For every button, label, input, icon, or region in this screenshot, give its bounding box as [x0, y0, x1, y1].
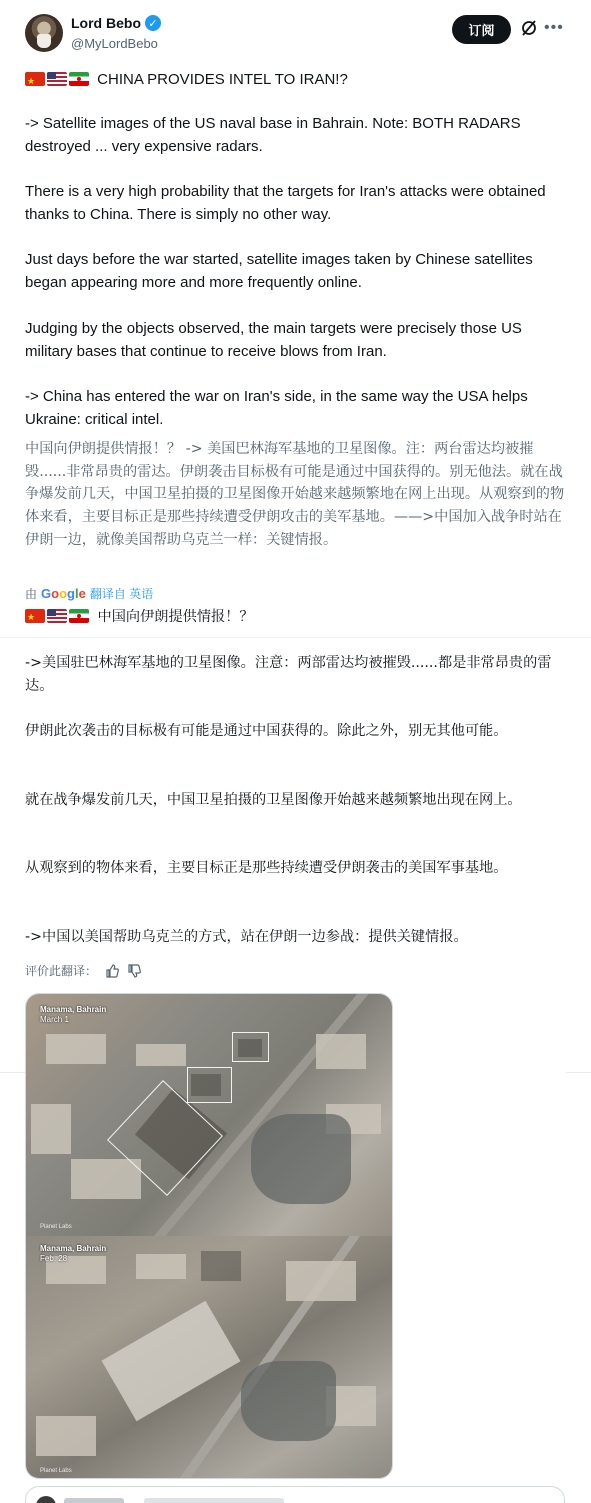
translated-paragraph: 从观察到的物体来看，主要目标正是那些持续遭受伊朗袭击的美国军事基地。 [25, 860, 508, 876]
radar-highlight-box [187, 1067, 232, 1103]
caption-place: Manama, Bahrain [40, 1005, 107, 1014]
translated-headline-text: 中国向伊朗提供情报！？ [97, 609, 254, 625]
column-divider [0, 1072, 25, 1073]
google-letter: o [51, 586, 60, 601]
post-headline [25, 68, 565, 91]
flag-icons [25, 72, 89, 86]
post-paragraph: Judging by the objects observed, the main targets were precisely those US military bases that continue to receive blows from Iran. [25, 320, 522, 360]
quoted-post-meta [144, 1498, 284, 1503]
translated-paragraph: ->美国驻巴林海军基地的卫星图像。注意：两部雷达均被摧毁......都是非常昂贵的雷达。 [25, 655, 552, 694]
google-letter: G [41, 586, 52, 601]
avatar[interactable] [25, 14, 63, 52]
post-paragraph: Just days before the war started, satellite images taken by Chinese satellites began appearing more and more frequently online. [25, 251, 533, 291]
radar-highlight-box [232, 1032, 269, 1062]
translated-headline [25, 606, 565, 629]
translated-by-row [25, 585, 153, 602]
iran-flag-icon [69, 72, 89, 86]
satellite-image-feb-28[interactable] [26, 1236, 393, 1479]
translated-paragraph: 伊朗此次袭击的目标极有可能是通过中国获得的。除此之外，别无其他可能。 [25, 723, 508, 739]
us-flag-icon [47, 609, 67, 623]
china-flag-icon [25, 72, 45, 86]
translated-by-prefix: 由 [25, 587, 38, 601]
rate-translation-row [25, 962, 141, 979]
image-credit: Planet Labs [40, 1468, 72, 1474]
author-handle[interactable]: @MyLordBebo [71, 36, 158, 51]
post-headline-text: CHINA PROVIDES INTEL TO IRAN!? [97, 71, 348, 88]
google-letter: l [75, 586, 79, 601]
translated-paragraph: ->中国以美国帮助乌克兰的方式，站在伊朗一边参战：提供关键情报。 [25, 929, 468, 945]
iran-flag-icon [69, 609, 89, 623]
post-paragraph: -> Satellite images of the US naval base in Bahrain. Note: BOTH RADARS destroyed ... very expensive radars. [25, 115, 521, 155]
image-credit: Planet Labs [40, 1224, 72, 1230]
satellite-image-march-1[interactable] [26, 994, 393, 1236]
satellite-image-media[interactable] [25, 993, 393, 1479]
google-letter: g [67, 586, 75, 601]
grok-icon[interactable] [520, 19, 538, 37]
post-header [0, 0, 591, 62]
caption-place: Manama, Bahrain [40, 1244, 107, 1253]
verified-badge-icon[interactable]: ✓ [145, 15, 161, 31]
china-flag-icon [25, 609, 45, 623]
thumbs-down-icon[interactable] [127, 964, 141, 978]
quoted-post-name [64, 1498, 124, 1503]
author-name-row [71, 15, 161, 31]
flag-icons [25, 609, 89, 623]
satellite-caption [40, 1244, 106, 1264]
author-name[interactable]: Lord Bebo [71, 15, 141, 31]
satellite-caption [40, 1005, 106, 1025]
google-logo [41, 586, 86, 601]
divider [0, 637, 591, 638]
us-flag-icon [47, 72, 67, 86]
translated-from-link[interactable]: 翻译自 英语 [89, 587, 154, 601]
translated-paragraph: 就在战争爆发前几天，中国卫星拍摄的卫星图像开始越来越频繁地出现在网上。 [25, 792, 522, 808]
column-divider [566, 1072, 591, 1073]
rate-translation-label: 评价此翻译： [25, 964, 98, 978]
post-paragraph: There is a very high probability that the targets for Iran's attacks were obtained thanks to China. There is simply no other way. [25, 183, 546, 223]
subscribe-button[interactable]: 订阅 [452, 15, 511, 44]
caption-date: March 1 [40, 1015, 69, 1024]
more-icon[interactable]: ••• [544, 19, 564, 36]
thumbs-up-icon[interactable] [105, 964, 119, 978]
google-letter: e [78, 586, 86, 601]
caption-date: Feb. 28 [40, 1254, 68, 1263]
post-paragraph: -> China has entered the war on Iran's side, in the same way the USA helps Ukraine: critical intel. [25, 388, 528, 428]
translation-preview: 中国向伊朗提供情报！？ -> 美国巴林海军基地的卫星图像。注：两台雷达均被摧毁......非常昂贵的雷达。伊朗袭击目标极有可能是通过中国获得的。别无他法。就在战争爆发前几天，中国卫星拍摄的卫星图像开始越来越频繁地在网上出现。从观察到的物体来看，主要目标正是那些持续遭受伊朗攻击的美军基地。——>中国加入战争时站在伊朗一边，就像美国帮助乌克兰一样：关键情报。 [25, 441, 565, 548]
google-letter: o [59, 586, 68, 601]
